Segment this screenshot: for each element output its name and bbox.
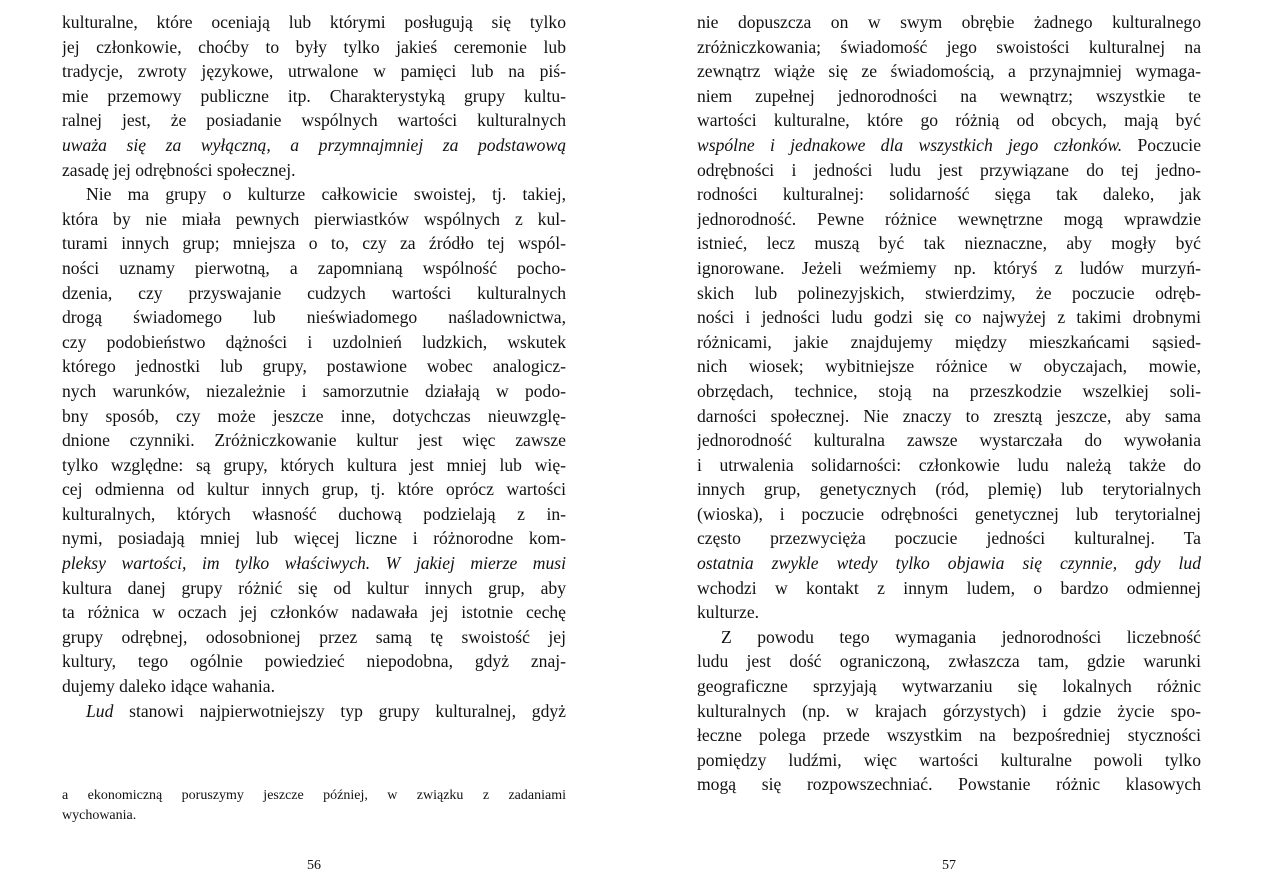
text-line: nych warunków, niezależnie i samorzutnie działają w podo- bbox=[62, 380, 566, 401]
text-line: odrębności i jedności ludu jest przywiązane do tej jedno- bbox=[697, 159, 1201, 180]
text-line: nymi, posiadają mniej lub więcej liczne i różnorodne kom- bbox=[62, 528, 566, 549]
text-line: Lud stanowi najpierwotniejszy typ grupy kulturalnej, gdyż bbox=[86, 700, 566, 721]
text-line: turami innych grup; mniejsza o to, czy za źródło tej wspól- bbox=[62, 233, 566, 254]
text-line: zasadę jej odrębności społecznej. bbox=[62, 159, 296, 180]
text-line: kulturalnych (np. w krajach górzystych) i gdzie życie spo- bbox=[697, 700, 1201, 721]
page-number-left: 56 bbox=[307, 858, 321, 873]
text-line: czy podobieństwo dążności i uzdolnień ludzkich, wskutek bbox=[62, 331, 566, 352]
text-line: ta różnica w oczach jej członków nadawała jej istotnie cechę bbox=[62, 602, 566, 623]
text-line: grupy odrębnej, odosobnionej przez samą tę swoistość jej bbox=[62, 626, 566, 647]
text-line: niem zupełnej jednorodności na wewnątrz; wszystkie te bbox=[697, 85, 1201, 106]
text-line: Z powodu tego wymagania jednorodności liczebność bbox=[721, 626, 1201, 647]
text-line: ludu jest dość ograniczoną, zwłaszcza tam, gdzie warunki bbox=[697, 651, 1201, 672]
text-line: która by nie miała pewnych pierwiastków wspólnych z kul- bbox=[62, 208, 566, 229]
text-line: kultury, tego ogólnie powiedzieć niepodobna, gdyż znaj- bbox=[62, 651, 566, 672]
text-line: ności uznamy pierwotną, a zapomnianą wspólność pocho- bbox=[62, 257, 566, 278]
right-page-body-text bbox=[697, 10, 1201, 797]
text-line: którego jednostki lub grupy, postawione wobec analogicz- bbox=[62, 356, 566, 377]
text-line: ignorowane. Jeżeli weźmiemy np. któryś z ludów murzyń- bbox=[697, 257, 1201, 278]
text-line: jednorodność. Pewne różnice wewnętrzne mogą wprawdzie bbox=[697, 208, 1201, 229]
text-line: zewnątrz wiąże się ze świadomością, a przynajmniej wymaga- bbox=[697, 61, 1201, 82]
text-line: łeczne polega przede wszystkim na bezpośredniej styczności bbox=[697, 725, 1201, 746]
text-line: istnieć, lecz muszą być tak nieznaczne, aby mogły być bbox=[697, 233, 1201, 254]
text-line: wchodzi w kontakt z innym ludem, o bardzo odmiennej bbox=[697, 577, 1201, 598]
text-line: rodności kulturalnej: solidarność sięga tak daleko, jak bbox=[697, 184, 1201, 205]
text-line: ostatnia zwykle wtedy tylko objawia się czynnie, gdy lud bbox=[697, 553, 1201, 574]
text-line: skich lub polinezyjskich, stwierdzimy, że poczucie odręb- bbox=[697, 282, 1201, 303]
text-line: mie przemowy publiczne itp. Charakterystyką grupy kultu- bbox=[62, 85, 566, 106]
text-line: cej odmienna od kultur innych grup, tj. które oprócz wartości bbox=[62, 479, 566, 500]
text-line: drogą świadomego lub nieświadomego naśladownictwa, bbox=[62, 307, 566, 328]
text-line: często przezwycięża poczucie jedności kulturalnej. Ta bbox=[697, 528, 1201, 549]
text-line: dzenia, czy przyswajanie cudzych wartości kulturalnych bbox=[62, 282, 566, 303]
text-line: kultura danej grupy różnić się od kultur innych grup, aby bbox=[62, 577, 566, 598]
text-line: kulturalnych, których własność duchową podzielają z in- bbox=[62, 503, 566, 524]
text-line: (wioska), i poczucie odrębności genetycznej lub terytorialnej bbox=[697, 503, 1201, 524]
text-line: i utrwalenia solidarności: członkowie ludu należą także do bbox=[697, 454, 1201, 475]
text-line: Nie ma grupy o kulturze całkowicie swoistej, tj. takiej, bbox=[86, 184, 566, 205]
text-line: ralnej jest, że posiadanie wspólnych wartości kulturalnych bbox=[62, 110, 566, 131]
text-line: obrzędach, technice, stoją na przeszkodzie wszelkiej soli- bbox=[697, 380, 1201, 401]
text-line: nie dopuszcza on w swym obrębie żadnego kulturalnego bbox=[697, 12, 1201, 32]
footnote-line: a ekonomiczną poruszymy jeszcze później, w związku z zadaniami bbox=[62, 788, 566, 803]
text-line: wartości kulturalne, które go różnią od obcych, mają być bbox=[697, 110, 1201, 131]
footnote-line: wychowania. bbox=[62, 808, 137, 823]
text-line: mogą się rozpowszechniać. Powstanie różnic klasowych bbox=[697, 774, 1201, 795]
left-page-footnote bbox=[62, 786, 566, 826]
text-line: pleksy wartości, im tylko właściwych. W jakiej mierze musi bbox=[62, 553, 566, 574]
text-line: uważa się za wyłączną, a przymnajmniej za podstawową bbox=[62, 134, 566, 155]
text-line: kulturalne, które oceniają lub którymi posługują się tylko bbox=[62, 12, 566, 32]
text-line: tylko względne: są grupy, których kultura jest mniej lub wię- bbox=[62, 454, 566, 475]
page-number-right: 57 bbox=[942, 858, 956, 873]
text-line: zróżniczkowania; świadomość jego swoistości kulturalnej na bbox=[697, 36, 1201, 57]
text-line: dujemy daleko idące wahania. bbox=[62, 676, 275, 697]
text-line: nich wiosek; wybitniejsze różnice w obyczajach, mowie, bbox=[697, 356, 1201, 377]
text-line: tradycje, zwroty językowe, utrwalone w pamięci lub na piś- bbox=[62, 61, 566, 82]
text-line: pomiędzy ludźmi, więc wartości kulturalne powoli tylko bbox=[697, 749, 1201, 770]
text-line: jednorodność kulturalna zawsze wystarczała do wywołania bbox=[697, 430, 1201, 451]
text-line: darności społecznej. Nie znaczy to zresztą jeszcze, aby sama bbox=[697, 405, 1201, 426]
left-page-body-text bbox=[62, 10, 566, 723]
text-line: kulturze. bbox=[697, 602, 760, 623]
text-line: geograficzne sprzyjają wytwarzaniu się lokalnych różnic bbox=[697, 676, 1201, 697]
text-line: wspólne i jednakowe dla wszystkich jego członków. Poczucie bbox=[697, 134, 1201, 155]
text-line: innych grup, genetycznych (ród, plemię) lub terytorialnych bbox=[697, 479, 1201, 500]
text-line: dnione czynniki. Zróżniczkowanie kultur jest więc zawsze bbox=[62, 430, 566, 451]
text-line: ności i jedności ludu godzi się co najwyżej z takimi drobnymi bbox=[697, 307, 1201, 328]
text-line: bny sposób, czy może jeszcze inne, dotychczas nieuwzglę- bbox=[62, 405, 566, 426]
text-line: jej członkowie, choćby to były tylko jakieś ceremonie lub bbox=[62, 36, 566, 57]
text-line: różnicami, jakie znajdujemy między mieszkańcami sąsied- bbox=[697, 331, 1201, 352]
